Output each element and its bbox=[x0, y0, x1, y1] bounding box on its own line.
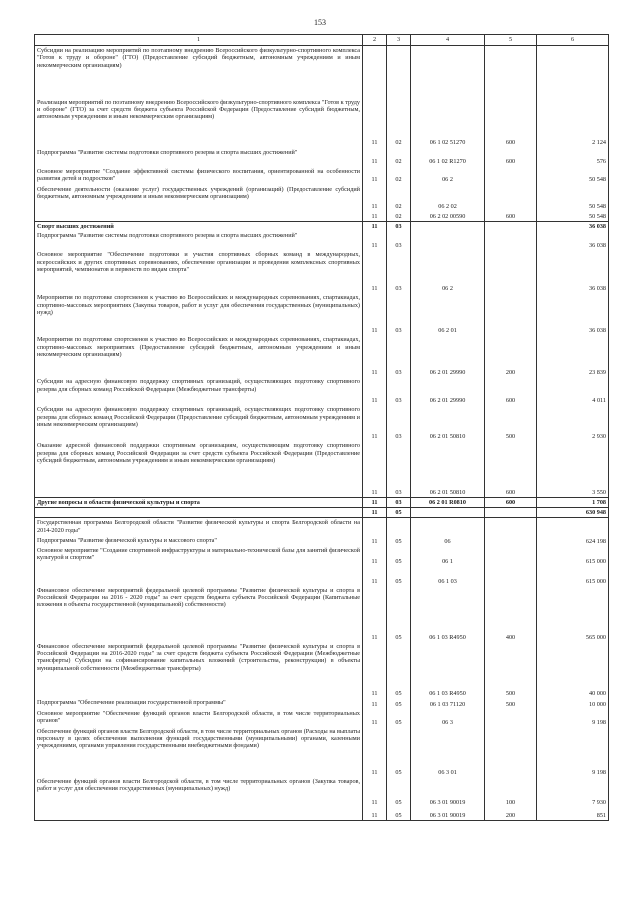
row-description bbox=[35, 212, 363, 222]
table-row bbox=[35, 518, 609, 536]
row-target-code bbox=[411, 46, 485, 98]
table-row bbox=[35, 586, 609, 642]
row-target-code bbox=[411, 508, 485, 518]
row-subsection-code: 02 bbox=[387, 98, 411, 148]
table-row bbox=[35, 293, 609, 335]
row-section-code: 11 bbox=[363, 250, 387, 293]
row-section-code: 11 bbox=[363, 221, 387, 231]
row-amount: 3 550 bbox=[537, 441, 609, 497]
row-expense-type bbox=[485, 518, 537, 536]
row-target-code: 06 2 bbox=[411, 250, 485, 293]
row-amount: 7 930 bbox=[537, 777, 609, 807]
row-target-code: 06 3 01 bbox=[411, 727, 485, 777]
row-description: Обеспечение деятельности (оказание услуг) государственных учреждений (организаций) (Предоставление субсидий бюджетным, автономным учреждениям и иным некоммерческим организациям) bbox=[35, 185, 363, 212]
row-subsection-code: 03 bbox=[387, 231, 411, 250]
row-target-code: 06 3 01 90019 bbox=[411, 777, 485, 807]
row-subsection-code: 05 bbox=[387, 709, 411, 727]
column-header: 4 bbox=[411, 35, 485, 46]
table-row bbox=[35, 709, 609, 727]
row-expense-type bbox=[485, 546, 537, 566]
row-section-code: 11 bbox=[363, 727, 387, 777]
row-amount: 9 198 bbox=[537, 709, 609, 727]
row-subsection-code: 03 bbox=[387, 293, 411, 335]
row-amount: 50 548 bbox=[537, 212, 609, 222]
row-expense-type bbox=[485, 566, 537, 586]
row-expense-type: 200 bbox=[485, 335, 537, 377]
row-amount: 851 bbox=[537, 807, 609, 821]
table-row bbox=[35, 46, 609, 98]
row-target-code: 06 2 01 bbox=[411, 293, 485, 335]
table-row bbox=[35, 221, 609, 231]
row-description: Другие вопросы в области физической культуры и спорта bbox=[35, 497, 363, 507]
row-amount: 4 011 bbox=[537, 377, 609, 405]
row-description: Мероприятия по подготовке спортсменов к участию во Всероссийских и международных соревнованиях, спартакиадах, спортивно-массовых мероприятиях (Предоставление субсидий бюджетным, автономным учреждениям и иным некоммерческим организациям) bbox=[35, 335, 363, 377]
row-description: Подпрограмма "Развитие системы подготовки спортивного резерва и спорта высших достижений" bbox=[35, 148, 363, 167]
row-amount: 36 038 bbox=[537, 221, 609, 231]
row-target-code bbox=[411, 518, 485, 536]
row-expense-type bbox=[485, 185, 537, 212]
row-subsection-code: 02 bbox=[387, 185, 411, 212]
row-expense-type bbox=[485, 221, 537, 231]
row-subsection-code: 03 bbox=[387, 497, 411, 507]
row-section-code: 11 bbox=[363, 709, 387, 727]
table-row bbox=[35, 566, 609, 586]
row-target-code: 06 2 01 R0810 bbox=[411, 497, 485, 507]
row-subsection-code: 02 bbox=[387, 212, 411, 222]
row-target-code: 06 2 01 50810 bbox=[411, 441, 485, 497]
row-description: Мероприятия по подготовке спортсменов к участию во Всероссийских и международных соревнованиях, спартакиадах, спортивно-массовых мероприятиях (Закупка товаров, работ и услуг для обеспечения государственных (муниципальных) нужд) bbox=[35, 293, 363, 335]
table-row bbox=[35, 777, 609, 807]
row-section-code: 11 bbox=[363, 335, 387, 377]
row-description: Подпрограмма "Развитие системы подготовки спортивного резерва и спорта высших достижений" bbox=[35, 231, 363, 250]
row-section-code: 11 bbox=[363, 508, 387, 518]
table-body bbox=[35, 46, 609, 821]
table-row bbox=[35, 536, 609, 546]
row-description: Подпрограмма "Обеспечение реализации государственной программы" bbox=[35, 698, 363, 709]
row-amount: 630 948 bbox=[537, 508, 609, 518]
row-amount: 624 198 bbox=[537, 536, 609, 546]
row-expense-type: 400 bbox=[485, 586, 537, 642]
table-row bbox=[35, 546, 609, 566]
row-amount: 615 000 bbox=[537, 566, 609, 586]
row-subsection-code: 03 bbox=[387, 377, 411, 405]
row-expense-type bbox=[485, 727, 537, 777]
row-subsection-code: 05 bbox=[387, 807, 411, 821]
row-amount: 565 000 bbox=[537, 586, 609, 642]
row-target-code: 06 1 02 51270 bbox=[411, 98, 485, 148]
row-subsection-code: 03 bbox=[387, 221, 411, 231]
row-target-code: 06 2 01 29990 bbox=[411, 335, 485, 377]
row-amount: 23 839 bbox=[537, 335, 609, 377]
row-description: Основное мероприятие "Создание спортивной инфраструктуры и материально-технической базы для занятий физической культурой и спортом" bbox=[35, 546, 363, 566]
row-section-code: 11 bbox=[363, 807, 387, 821]
row-amount: 50 548 bbox=[537, 167, 609, 185]
row-expense-type: 200 bbox=[485, 807, 537, 821]
row-subsection-code: 05 bbox=[387, 536, 411, 546]
row-expense-type: 600 bbox=[485, 441, 537, 497]
table-row bbox=[35, 508, 609, 518]
row-section-code: 11 bbox=[363, 405, 387, 441]
row-expense-type bbox=[485, 536, 537, 546]
row-expense-type bbox=[485, 231, 537, 250]
row-target-code: 06 3 01 90019 bbox=[411, 807, 485, 821]
row-expense-type: 600 bbox=[485, 148, 537, 167]
row-subsection-code bbox=[387, 518, 411, 536]
row-target-code: 06 1 03 R4950 bbox=[411, 586, 485, 642]
row-target-code: 06 2 01 29990 bbox=[411, 377, 485, 405]
row-subsection-code: 05 bbox=[387, 508, 411, 518]
row-subsection-code bbox=[387, 46, 411, 98]
row-amount: 36 038 bbox=[537, 293, 609, 335]
row-description: Государственная программа Белгородской области "Развитие физической культуры и спорта Белгородской области на 2014-2020 годы" bbox=[35, 518, 363, 536]
row-target-code: 06 3 bbox=[411, 709, 485, 727]
row-amount bbox=[537, 46, 609, 98]
row-section-code bbox=[363, 46, 387, 98]
row-subsection-code: 05 bbox=[387, 642, 411, 698]
row-subsection-code: 05 bbox=[387, 727, 411, 777]
row-expense-type bbox=[485, 46, 537, 98]
table-row bbox=[35, 727, 609, 777]
row-description: Субсидии на адресную финансовую поддержку спортивных организаций, осуществляющих подготовку спортивного резерва для сборных команд Российской Федерации (Предоставление субсидий бюджетным, автономным учреждениям и иным некоммерческим организациям) bbox=[35, 405, 363, 441]
table-row bbox=[35, 231, 609, 250]
column-header: 6 bbox=[537, 35, 609, 46]
table-row bbox=[35, 377, 609, 405]
row-expense-type: 600 bbox=[485, 377, 537, 405]
row-expense-type: 600 bbox=[485, 98, 537, 148]
row-amount: 36 038 bbox=[537, 250, 609, 293]
row-target-code: 06 2 bbox=[411, 167, 485, 185]
row-subsection-code: 03 bbox=[387, 335, 411, 377]
row-expense-type bbox=[485, 508, 537, 518]
row-target-code: 06 bbox=[411, 536, 485, 546]
row-description: Реализация мероприятий по поэтапному внедрению Всероссийского физкультурно-спортивного комплекса "Готов к труду и обороне" (ГТО) за счет средств бюджета субъекта Российской Федерации (Предоставление субсидий бюджетным, автономным учреждениям и иным некоммерческим организациям) bbox=[35, 98, 363, 148]
row-expense-type: 500 bbox=[485, 405, 537, 441]
row-subsection-code: 03 bbox=[387, 405, 411, 441]
row-target-code bbox=[411, 221, 485, 231]
table-row bbox=[35, 642, 609, 698]
row-section-code: 11 bbox=[363, 566, 387, 586]
row-target-code bbox=[411, 231, 485, 250]
row-amount: 615 000 bbox=[537, 546, 609, 566]
row-subsection-code: 02 bbox=[387, 167, 411, 185]
row-expense-type: 500 bbox=[485, 642, 537, 698]
row-subsection-code: 03 bbox=[387, 441, 411, 497]
row-amount: 50 548 bbox=[537, 185, 609, 212]
row-expense-type bbox=[485, 250, 537, 293]
row-section-code: 11 bbox=[363, 293, 387, 335]
row-description: Основное мероприятие "Создание эффективной системы физического воспитания, ориентированной на особенности развития детей и подростков" bbox=[35, 167, 363, 185]
column-header: 5 bbox=[485, 35, 537, 46]
row-amount: 2 930 bbox=[537, 405, 609, 441]
row-amount: 36 038 bbox=[537, 231, 609, 250]
row-section-code: 11 bbox=[363, 98, 387, 148]
row-section-code: 11 bbox=[363, 231, 387, 250]
row-amount: 1 708 bbox=[537, 497, 609, 507]
row-expense-type: 600 bbox=[485, 497, 537, 507]
row-description: Подпрограмма "Развитие физической культуры и массового спорта" bbox=[35, 536, 363, 546]
table-row bbox=[35, 148, 609, 167]
table-row bbox=[35, 441, 609, 497]
row-target-code: 06 2 02 00590 bbox=[411, 212, 485, 222]
row-subsection-code: 05 bbox=[387, 777, 411, 807]
row-description bbox=[35, 807, 363, 821]
row-amount: 2 124 bbox=[537, 98, 609, 148]
row-section-code: 11 bbox=[363, 441, 387, 497]
row-target-code: 06 2 02 bbox=[411, 185, 485, 212]
row-subsection-code: 02 bbox=[387, 148, 411, 167]
row-section-code: 11 bbox=[363, 536, 387, 546]
row-target-code: 06 1 03 bbox=[411, 566, 485, 586]
row-amount bbox=[537, 518, 609, 536]
row-description: Обеспечение функций органов власти Белгородской области, в том числе территориальных органов (Расходы на выплаты персоналу в целях обеспечения выполнения функций государственными (муниципальными) органами, казенными учреждениями, органами управления государственными внебюджетными фондами) bbox=[35, 727, 363, 777]
row-section-code: 11 bbox=[363, 586, 387, 642]
row-section-code: 11 bbox=[363, 546, 387, 566]
row-section-code: 11 bbox=[363, 148, 387, 167]
table-row bbox=[35, 698, 609, 709]
table-row bbox=[35, 250, 609, 293]
row-description: Субсидии на адресную финансовую поддержку спортивных организаций, осуществляющих подготовку спортивного резерва для сборных команд Российской Федерации (Межбюджетные трансферты) bbox=[35, 377, 363, 405]
table-row bbox=[35, 405, 609, 441]
row-description bbox=[35, 508, 363, 518]
row-expense-type: 500 bbox=[485, 698, 537, 709]
row-expense-type bbox=[485, 709, 537, 727]
table-row bbox=[35, 335, 609, 377]
row-description: Финансовое обеспечение мероприятий федеральной целевой программы "Развитие физической культуры и спорта в Российской Федерации на 2016-2020 годы" за счет средств бюджета субъекта Российской Федерации (Межбюджетные трансферты) Субсидии на софинансирование капитальных вложений (строительства, реконструкции) в объекты муниципальной собственности (Межбюджетные трансферты) bbox=[35, 642, 363, 698]
row-amount: 10 000 bbox=[537, 698, 609, 709]
row-amount: 9 198 bbox=[537, 727, 609, 777]
row-expense-type: 600 bbox=[485, 212, 537, 222]
table-row bbox=[35, 497, 609, 507]
row-subsection-code: 05 bbox=[387, 698, 411, 709]
table-row bbox=[35, 167, 609, 185]
budget-table bbox=[34, 34, 609, 821]
row-description: Обеспечение функций органов власти Белгородской области, в том числе территориальных органов (Закупка товаров, работ и услуг для обеспечения государственных (муниципальных) нужд) bbox=[35, 777, 363, 807]
row-section-code: 11 bbox=[363, 167, 387, 185]
row-target-code: 06 1 03 R4950 bbox=[411, 642, 485, 698]
row-expense-type bbox=[485, 167, 537, 185]
row-target-code: 06 1 03 71120 bbox=[411, 698, 485, 709]
column-header: 2 bbox=[363, 35, 387, 46]
row-description: Основное мероприятие "Обеспечение подготовки и участия спортивных сборных команд в международных, всероссийских и других спортивных соревнованиях, обеспечение организации и проведения комплексных спортивных мероприятий, чемпионатов и первенств по видам спорта" bbox=[35, 250, 363, 293]
row-subsection-code: 03 bbox=[387, 250, 411, 293]
row-description: Спорт высших достижений bbox=[35, 221, 363, 231]
row-expense-type: 100 bbox=[485, 777, 537, 807]
row-section-code: 11 bbox=[363, 377, 387, 405]
row-section-code: 11 bbox=[363, 642, 387, 698]
row-subsection-code: 05 bbox=[387, 566, 411, 586]
row-section-code: 11 bbox=[363, 185, 387, 212]
column-header: 1 bbox=[35, 35, 363, 46]
row-description: Финансовое обеспечение мероприятий федеральной целевой программы "Развитие физической культуры и спорта в Российской Федерации на 2016 - 2020 годы" за счет средств бюджета субъекта Российской Федерации (Капитальные вложения в объекты государственной (муниципальной) собственности) bbox=[35, 586, 363, 642]
table-header-row bbox=[35, 35, 609, 46]
row-amount: 40 000 bbox=[537, 642, 609, 698]
column-header: 3 bbox=[387, 35, 411, 46]
row-target-code: 06 1 bbox=[411, 546, 485, 566]
row-target-code: 06 2 01 50810 bbox=[411, 405, 485, 441]
table-row bbox=[35, 185, 609, 212]
row-expense-type bbox=[485, 293, 537, 335]
row-section-code bbox=[363, 518, 387, 536]
row-section-code: 11 bbox=[363, 698, 387, 709]
row-amount: 576 bbox=[537, 148, 609, 167]
row-description: Оказание адресной финансовой поддержки спортивным организациям, осуществляющим подготовку спортивного резерва для сборных команд Российской Федерации за счет средств субъекта Российской Федерации (Предоставление субсидий бюджетным, автономным учреждениям и иным некоммерческим организациям) bbox=[35, 441, 363, 497]
row-section-code: 11 bbox=[363, 497, 387, 507]
page-number: 153 bbox=[314, 18, 326, 27]
row-subsection-code: 05 bbox=[387, 586, 411, 642]
row-description: Основное мероприятие "Обеспечение функций органов власти Белгородской области, в том числе территориальных органов" bbox=[35, 709, 363, 727]
table-row bbox=[35, 807, 609, 821]
row-target-code: 06 1 02 R1270 bbox=[411, 148, 485, 167]
row-section-code: 11 bbox=[363, 212, 387, 222]
table-row bbox=[35, 98, 609, 148]
row-description: Субсидии на реализацию мероприятий по поэтапному внедрению Всероссийского физкультурно-спортивного комплекса "Готов к труду и обороне" (ГТО) (Предоставление субсидий бюджетным, автономным учреждениям и иным некоммерческим организациям) bbox=[35, 46, 363, 98]
row-subsection-code: 05 bbox=[387, 546, 411, 566]
row-section-code: 11 bbox=[363, 777, 387, 807]
row-description bbox=[35, 566, 363, 586]
table-row bbox=[35, 212, 609, 222]
